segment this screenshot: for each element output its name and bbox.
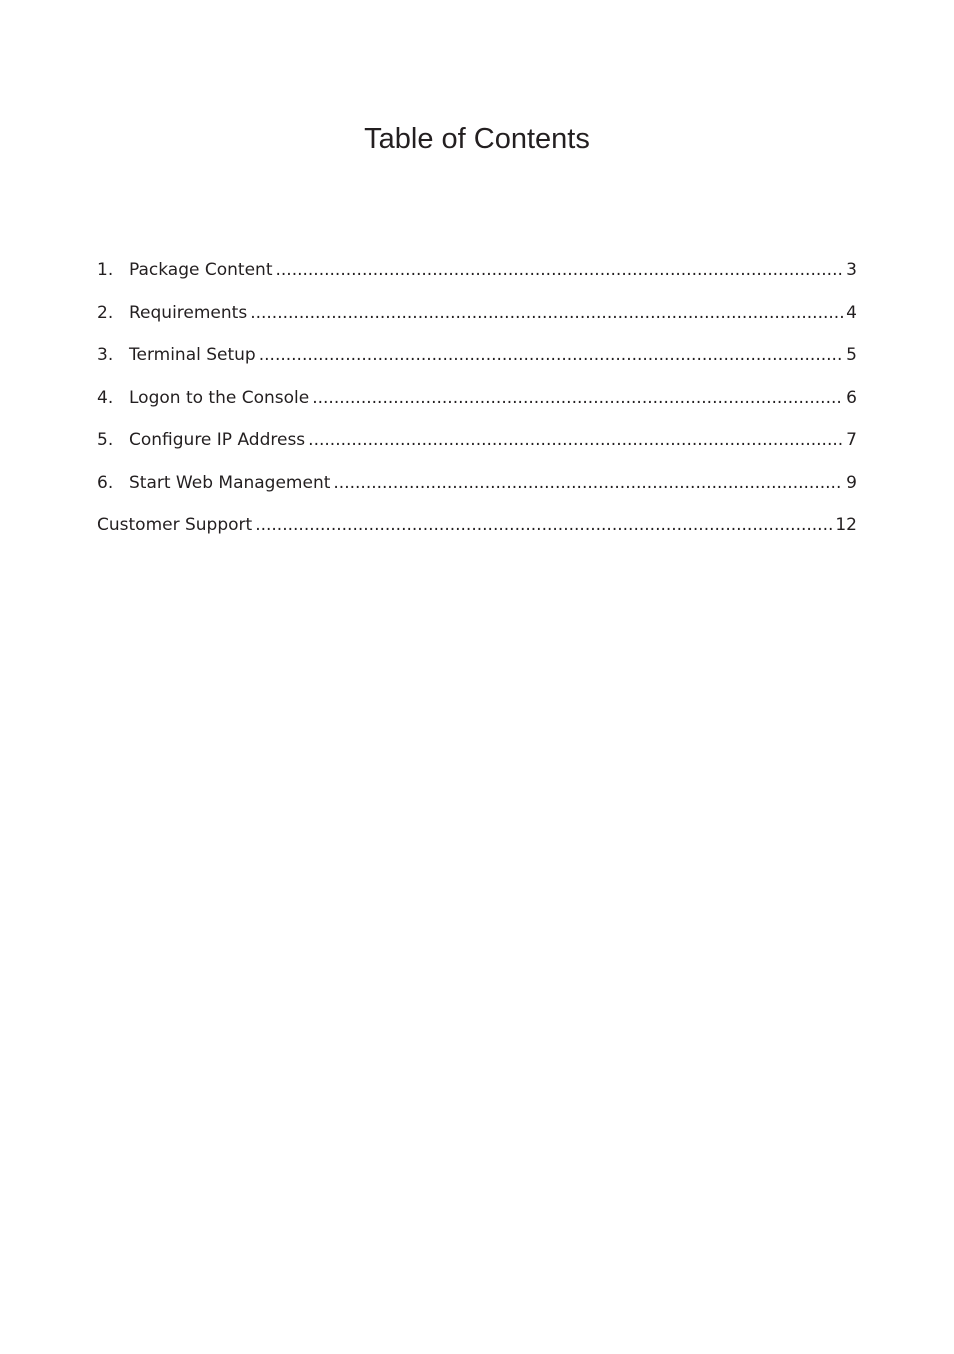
toc-dot-leader: [275, 256, 843, 284]
toc-entry-requirements[interactable]: [97, 299, 857, 342]
toc-entry-page: 3: [846, 260, 857, 280]
toc-entry-label: Start Web Management: [129, 472, 331, 493]
toc-entry-page: 4: [846, 302, 857, 323]
toc-entry-page: 9: [846, 472, 857, 493]
toc-entry-number: 3.: [97, 345, 114, 365]
toc-dot-leader: [255, 511, 832, 539]
toc-entry-number: 6.: [97, 472, 114, 493]
toc-dot-leader: [250, 299, 843, 327]
toc-entry-package-content[interactable]: [97, 256, 857, 299]
toc-dot-leader: [312, 384, 843, 412]
toc-entry-number: 5.: [97, 430, 114, 450]
toc-entry-label: Package Content: [129, 260, 273, 280]
toc-entry-number: 2.: [97, 302, 114, 323]
toc-entry-page: 7: [846, 430, 857, 450]
toc-entry-label: Terminal Setup: [129, 345, 256, 365]
toc-entry-number: 4.: [97, 387, 114, 408]
toc-entry-label: Logon to the Console: [129, 387, 310, 408]
toc-entry-customer-support[interactable]: [97, 511, 857, 554]
toc-entry-page: 6: [846, 387, 857, 408]
toc-dot-leader: [308, 426, 843, 454]
toc-entry-terminal-setup[interactable]: [97, 341, 857, 384]
toc-entry-configure-ip[interactable]: [97, 426, 857, 469]
toc-entry-logon-console[interactable]: [97, 384, 857, 427]
toc-entry-label: Configure IP Address: [129, 430, 306, 450]
toc-dot-leader: [259, 341, 843, 369]
toc-entry-web-management[interactable]: [97, 469, 857, 512]
toc-entry-page: 5: [846, 345, 857, 365]
table-of-contents: [97, 256, 857, 554]
page-title: Table of Contents: [364, 123, 590, 155]
toc-dot-leader: [333, 469, 843, 497]
toc-entry-label: Customer Support: [97, 515, 253, 535]
toc-entry-page: 12: [835, 515, 857, 535]
toc-entry-label: Requirements: [129, 302, 248, 323]
toc-entry-number: 1.: [97, 260, 114, 280]
